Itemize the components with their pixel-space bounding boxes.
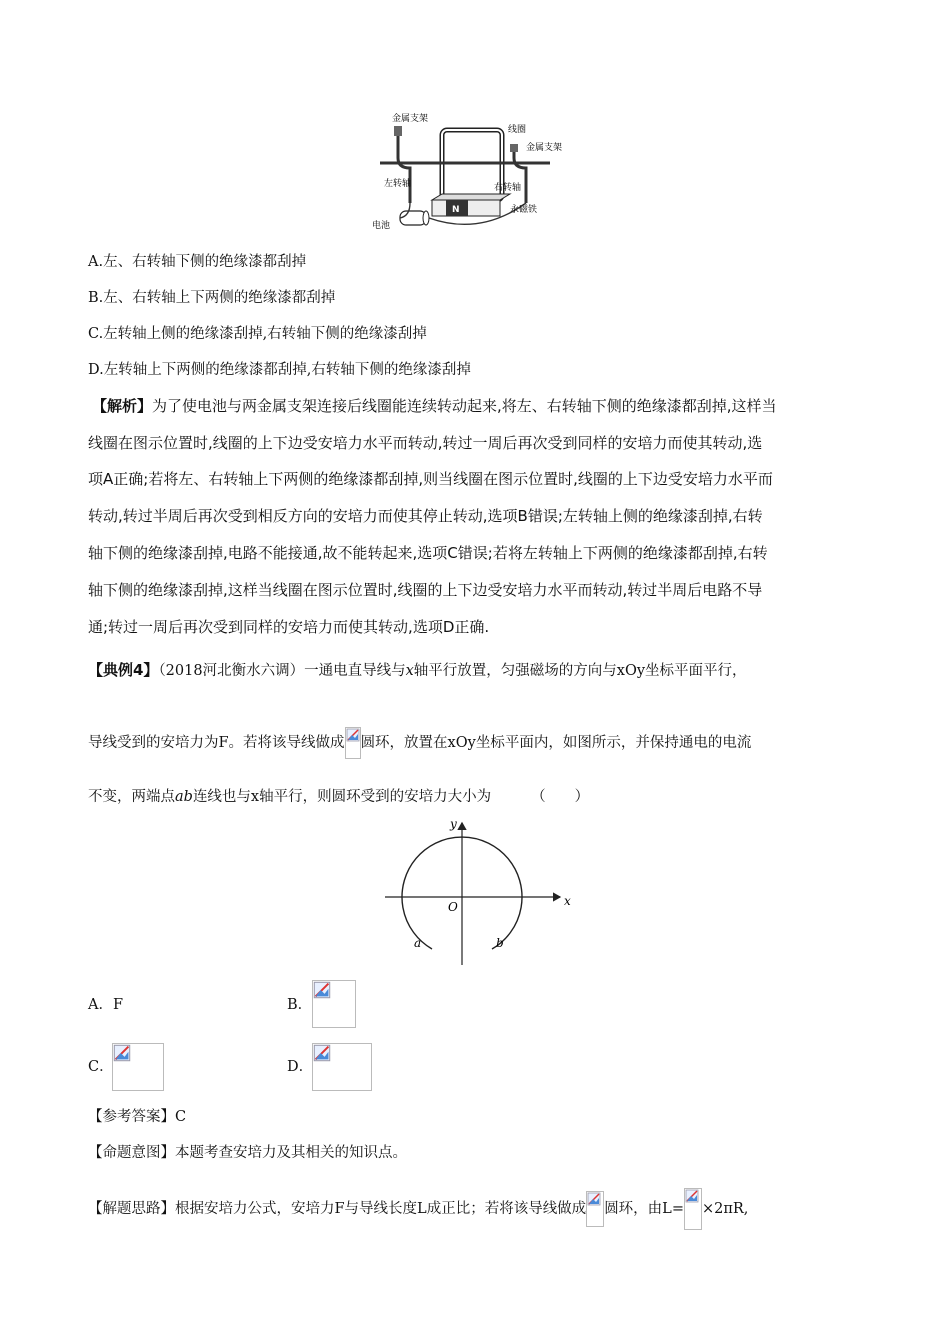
endpoint-a-label: a	[414, 936, 422, 950]
option2-b: B．	[287, 997, 313, 1013]
option2-c: C．	[88, 1059, 114, 1075]
origin-label: O	[448, 900, 458, 914]
motor-apparatus-drawing	[370, 108, 580, 236]
broken-image-icon	[313, 981, 331, 999]
analysis-line-6: 轴下侧的绝缘漆刮掉,这样当线圈在图示位置时,线圈的上下边受安培力水平而转动,转过半周后电路不导	[88, 581, 763, 599]
analysis-line-3: 项A正确;若将左、右转轴上下两侧的绝缘漆都刮掉,则当线圈在图示位置时,线圈的上下边受安培力水平而	[88, 470, 773, 488]
label-metal-support-right: 金属支架	[526, 143, 563, 153]
analysis-line-1: 【解析】为了使电池与两金属支架连接后线圈能连续转动起来,将左、右转轴下侧的绝缘漆都刮掉,这样当	[92, 397, 777, 415]
option-c: C.左转轴上侧的绝缘漆刮掉,右转轴下侧的绝缘漆刮掉	[88, 326, 427, 342]
option2-d: D．	[287, 1059, 314, 1075]
y-axis-label: y	[450, 817, 457, 831]
example4-line-2: 导线受到的安培力为F。若将该导线做成 圆环，放置在xOy坐标平面内，如图所示，并保持通电的电流	[88, 727, 751, 759]
magnet-pole-label: N	[452, 205, 460, 215]
analysis-tag: 【解析】	[92, 397, 153, 415]
example4-tag: 【典例4】	[88, 661, 159, 679]
x-axis-label: x	[564, 894, 571, 908]
label-left-axis: 左转轴	[384, 179, 412, 189]
reference-answer: 【参考答案】C	[88, 1109, 187, 1125]
ring-coordinate-figure	[380, 815, 580, 967]
option2-a: A．F	[88, 997, 124, 1013]
label-coil: 线圈	[508, 125, 527, 135]
ring-coordinate-drawing	[380, 815, 580, 967]
label-metal-support-left: 金属支架	[392, 114, 429, 124]
option-a: A.左、右转轴下侧的绝缘漆都刮掉	[88, 254, 307, 270]
broken-image-icon	[586, 1191, 604, 1227]
broken-image-icon	[345, 727, 361, 759]
label-battery: 电池	[372, 221, 391, 231]
example4-line-3: 不变，两端点ab连线也与x轴平行，则圆环受到的安培力大小为 （ ）	[88, 789, 590, 805]
endpoint-b-label: b	[496, 936, 504, 950]
label-magnet: 永磁铁	[510, 205, 538, 215]
option2-d-image	[312, 1043, 372, 1091]
analysis-line-7: 通;转过一周后再次受到同样的安培力而使其转动,选项D正确.	[88, 618, 490, 636]
analysis-line-4: 转动,转过半周后再次受到相反方向的安培力而使其停止转动,选项B错误;左转轴上侧的绝缘漆刮掉,右转	[88, 507, 763, 525]
label-right-axis: 右转轴	[494, 183, 522, 193]
broken-image-icon	[113, 1044, 131, 1062]
question-intent: 【命题意图】本题考查安培力及其相关的知识点。	[88, 1145, 407, 1161]
broken-image-icon	[684, 1188, 702, 1230]
solution-idea: 【解题思路】根据安培力公式，安培力F与导线长度L成正比；若将该导线做成 圆环，由L= ×2πR,	[88, 1188, 748, 1230]
broken-image-icon	[313, 1044, 331, 1062]
option2-b-image	[312, 980, 356, 1028]
motor-apparatus-figure	[370, 108, 580, 236]
option-d: D.左转轴上下两侧的绝缘漆都刮掉,右转轴下侧的绝缘漆刮掉	[88, 362, 471, 378]
example4-line-1: 【典例4】（2018河北衡水六调）一通电直导线与x轴平行放置，匀强磁场的方向与xOy坐标平面平行，	[88, 661, 747, 679]
option2-c-image	[112, 1043, 164, 1091]
analysis-line-5: 轴下侧的绝缘漆刮掉,电路不能接通,故不能转起来,选项C错误;若将左转轴上下两侧的绝缘漆都刮掉,右转	[88, 544, 768, 562]
analysis-line-2: 线圈在图示位置时,线圈的上下边受安培力水平而转动,转过一周后再次受到同样的安培力而使其转动,选	[88, 434, 763, 452]
option-b: B.左、右转轴上下两侧的绝缘漆都刮掉	[88, 290, 336, 306]
